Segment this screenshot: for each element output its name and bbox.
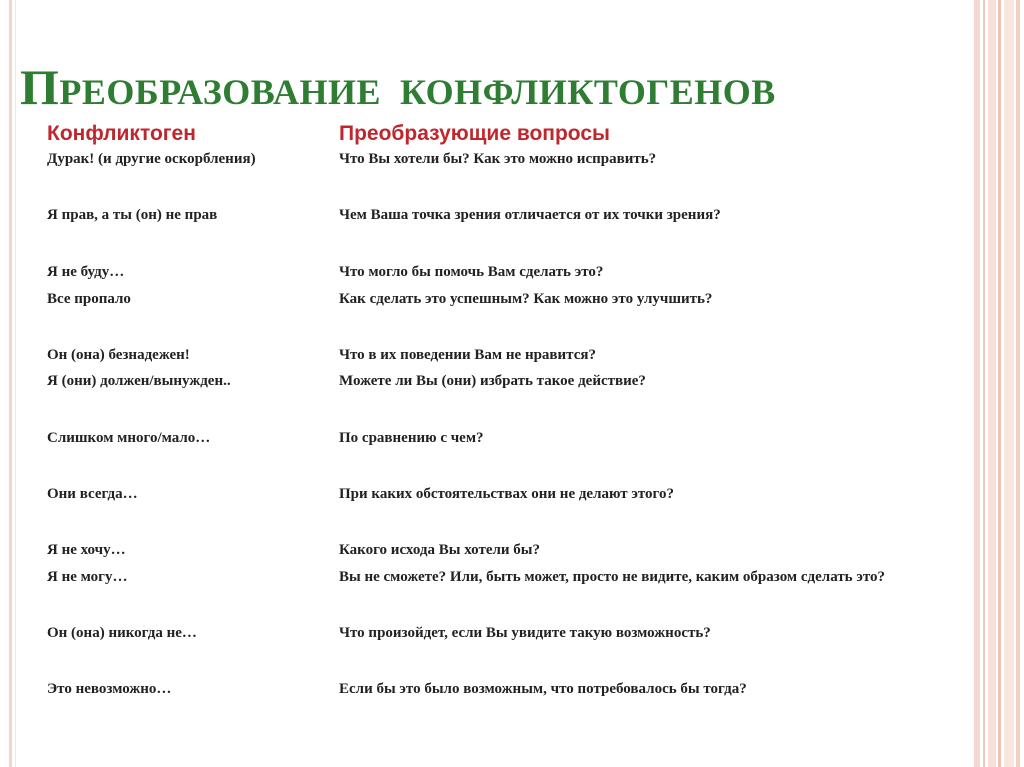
stripe [1004,0,1014,767]
stripe [983,0,985,767]
row-2-question: Чем Ваша точка зрения отличается от их точки зрения? [339,207,721,223]
title-rest: РЕОБРАЗОВАНИЕ КОНФЛИКТОГЕНОВ [59,72,776,112]
row-12-question: Если бы это было возможным, что потребовалось бы тогда? [339,681,747,697]
row-7-conflictogen: Слишком много/мало… [47,430,211,446]
row-11-question: Что произойдет, если Вы увидите такую возможность? [339,625,711,641]
stripe [1016,0,1020,767]
stripe [998,0,1001,767]
column-header-conflictogen: Конфликтоген [47,122,196,145]
row-2-conflictogen: Я прав, а ты (он) не прав [47,207,218,223]
left-frame-line-inner [15,0,16,767]
row-8-conflictogen: Они всегда… [47,486,138,502]
row-7-question: По сравнению с чем? [339,430,484,446]
row-1-conflictogen: Дурак! (и другие оскорбления) [47,151,256,167]
row-3-conflictogen: Я не буду… [47,264,125,280]
row-9-conflictogen: Я не хочу… [47,542,126,558]
row-4-conflictogen: Все пропало [47,291,131,307]
slide-title [20,58,776,116]
row-11-conflictogen: Он (она) никогда не… [47,625,197,641]
row-10-conflictogen: Я не могу… [47,569,128,585]
row-6-conflictogen: Я (они) должен/вынужден.. [47,373,231,389]
stripe [988,0,996,767]
row-12-conflictogen: Это невозможно… [47,681,172,697]
row-9-question: Какого исхода Вы хотели бы? [339,542,540,558]
stripe [974,0,980,767]
left-frame-line [9,0,12,767]
row-6-question: Можете ли Вы (они) избрать такое действие? [339,373,646,389]
title-first-letter: П [20,59,60,115]
row-1-question: Что Вы хотели бы? Как это можно исправить? [339,151,657,167]
row-5-conflictogen: Он (она) безнадежен! [47,347,190,363]
row-10-question: Вы не сможете? Или, быть может, просто не видите, каким образом сделать это? [339,569,886,585]
column-header-questions: Преобразующие вопросы [339,122,610,145]
row-5-question: Что в их поведении Вам не нравится? [339,347,596,363]
row-4-question: Как сделать это успешным? Как можно это улучшить? [339,291,713,307]
right-decorative-stripes [974,0,1024,767]
row-3-question: Что могло бы помочь Вам сделать это? [339,264,604,280]
row-8-question: При каких обстоятельствах они не делают этого? [339,486,674,502]
